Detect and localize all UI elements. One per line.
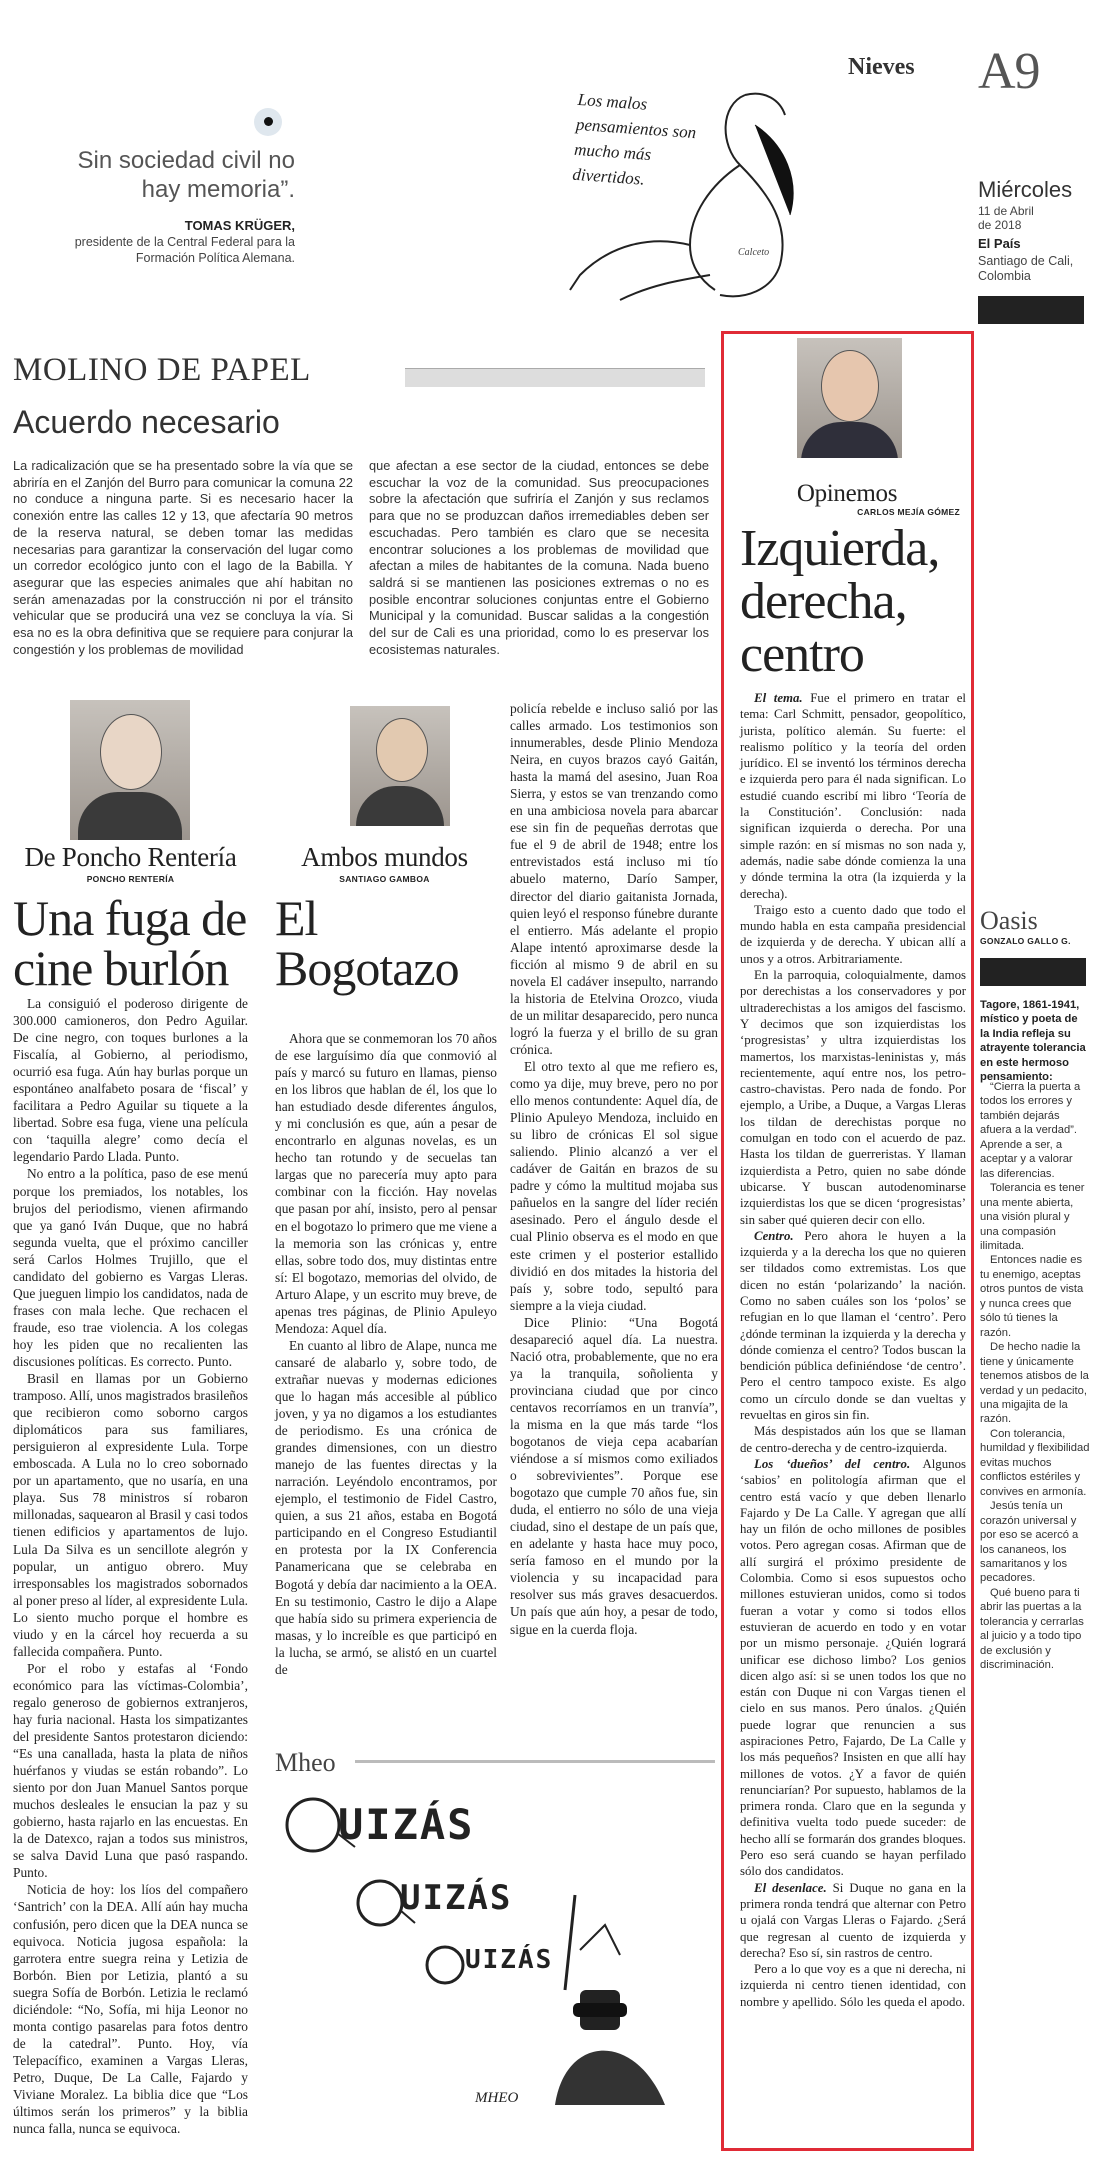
opinemos-headline-line: derecha, [740,573,907,630]
middle-paragraph: El otro texto al que me refiero es, como ya dije, muy breve, pero no por ello menos contundente: Aquel día, de Plinio Apuleyo Mendoza, incluido en su libro de crónicas El sol sigue saliendo. Plinio alcanzó a ver el cadáver de Gaitán en brazos de su padre y cómo la multitud mojaba sus pañuelos en la sangre del líder recién asesinado. Pero el ángulo desde el cual Plinio observa es el modo en que este crimen y el posterior estallido dividió en dos mitades la historia del país y, sobre todo, sepultó para siempre a la vieja ciudad. [510,1058,718,1313]
gamboa-portrait [350,706,450,826]
quote-author: TOMAS KRÜGER, [184,218,295,233]
mheo-word-1: UIZÁS [338,1800,475,1849]
opinemos-text: Algunos ‘sabios’ en politología afirman que el centro está vacío y que deben llenarlo Fajardo y De La Calle. Y agregan que allí hay un filón de ocho millones de posibles votos. Pero agregan cosas. Afirman que de allí surgirá el próximo presidente de Colombia. Como si esos supuestos ocho millones estuvieran unidos, como si todos fueran a votar y como si todos ellos estuvieran de acuerdo en todo y en votar por un mismo personaje. ¿Quién logrará unificar ese dichoso limbo? Los genios dicen algo así: si se unen todos los que no están con Duque ni con Vargas tienen el cielo en sus manos. Pero únalos. ¿Quién puede lograr que renuncien a sus aspiraciones Petro, Fajardo, De La Calle y los más pequeños? Insisten en que allí hay millones de votos. ¿Y a favor de quién renunciarían? Por supuesto, hablamos de la primera ronda. Claro que en la segunda y definitiva vuelta todo puede suceder: de hecho allí se formarán dos grandes bloques. Pero eso será cuando se hayan perfilado sólo dos candidatos. [740,1456,966,1879]
opinemos-paragraph [740,1961,966,2010]
opinemos-byline: CARLOS MEJÍA GÓMEZ [857,507,960,517]
mejia-portrait [797,338,902,458]
opinemos-lead: Los ‘dueños’ del centro. [754,1456,911,1471]
opinemos-text: Si Duque no gana en la primera ronda tendrá que alternar con Petro u ojalá con Vargas Lleras o Fajardo. ¿Será que regresan al cuento de izquierda y derecha? Eso sí, sin rastros de centro. [740,1880,966,1960]
ambos-headline: El Bogotazo [275,890,459,996]
opinemos-paragraph [740,902,966,967]
masthead-date: 11 de Abril de 2018 [978,204,1034,232]
oasis-paragraph: De hecho nadie la tiene y únicamente tenemos atisbos de la verdad y un pedacito, una migajita de la razón. [980,1341,1089,1426]
poncho-paragraph: Por el robo y estafas al ‘Fondo económico para las víctimas-Colombia’, regalo generoso de gobiernos extranjeros, hay furia nacional. Hasta los simpatizantes del presidente Santos protestaron diciendo: “Es una canallada, hasta la plata de niños huérfanos y viudas se están robando”. Lo siento por don Juan Manuel Santos porque muchos desleales le ensucian la paz y su gobierno, hasta rajarlo en las encuestas. En la de Datexco, rajan a todos sus ministros, se salva David Luna que pasó raspando. Punto. [13,1660,248,1881]
oasis-bar [980,958,1086,986]
opinemos-text: Pero ahora le huyen a la izquierda y a la derecha los que no quieren ser tildados como extremistas. Los que dicen no están ‘polarizando’ la nación. Como no saben cuáles son los ‘polos’ se refugian en lo que llaman el ‘centro’. Pero ¿dónde terminan la izquierda y la derecha y dónde comienza el centro? Todos buscan la bendición pública definiéndose ‘de centro’. Pero el centro tampoco existe. Es algo como un círculo donde se dan vueltas y revueltas en giros sin fin. [740,1228,966,1423]
masthead-city: Santiago de Cali, Colombia [978,254,1074,283]
opinemos-paragraph [740,967,966,1228]
opinemos-lead: Centro. [754,1228,794,1243]
page-number: A9 [978,43,1040,100]
oasis-paragraph: Con tolerancia, humildad y flexibilidad evitas muchos conflictos estériles y convives en armonía. [980,1427,1090,1498]
oasis-paragraph: Entonces nadie es tu enemigo, aceptas otros puntos de vista y nunca crees que sólo tú tienes la razón. [980,1254,1084,1339]
opinemos-lead: El tema. [754,691,803,705]
poncho-body [13,995,248,2137]
cartoon-caption: Los malos pensamientos son mucho más divertidos. [571,89,697,189]
mheo-section: Mheo [275,1748,336,1777]
ambos-paragraph: Ahora que se conmemoran los 70 años de ese larguísimo día que conmovió al país y marcó su futuro en llamas, pienso en los libros que hablan de él, los que lo han estudiado desde diferentes ángulos, y mi conclusión es que, aún a pesar de encontrarlo en algunas novelas, es un hecho tan rotundo y de secuelas tan largas que no parecería muy apto para combinar con la ficción. Hay novelas que pasan por ahí, insisto, pero al pensar en el bogotazo lo primero que me viene a la memoria son las crónicas y, entre ellas, sobre todo dos, muy distintas entre sí: El bogotazo, memorias del olvido, de Arturo Alape, y un escrito muy breve, de apenas tres páginas, de Plinio Apuleyo Mendoza: Aquel día. [275,1031,497,1336]
ambos-section: Ambos mundos [301,842,468,872]
middle-paragraph: Dice Plinio: “Una Bogotá desapareció aquel día. La nuestra. Nació otra, probablemente, que no era ya la tranquila, soñolienta y provinciana ciudad que por cinco centavos recorríamos en un tranvía”, la misma en la que más tarde “los bogotanos de vieja cepa acabarían viéndose a sí mismos como exiliados o sobrevivientes”. Porque ese bogotazo que cumple 70 años fue, sin duda, el entierro no sólo de una vieja ciudad, sino el destape de un país que, en adelante y hasta hace muy poco, sería famoso en el mundo por la violencia y su incapacidad para resolver sus más graves desacuerdos. Un país que aún hoy, a pesar de todo, sigue en la cuerda floja. [510,1314,718,1637]
poncho-paragraph: La consiguió el poderoso dirigente de 300.000 camioneros, don Pedro Aguilar. De cine negro, con toques burlones a la Fiscalía, al Gobierno, al periodismo, ocurrió esa fuga. Aún hay burlas porque un espontáneo analfabeto posara de ‘fiscal’ y facilitara a Pedro Aguilar su tiquete a la libertad. Sobre esa fuga, viene una película con ‘taquilla alegre’ como decía el legendario Pardo Llada. Punto. [13,996,248,1165]
oasis-section: Oasis [980,906,1038,935]
molino-rule [405,368,705,387]
mheo-signature: MHEO [475,2090,519,2106]
quote-role: presidente de la Central Federal para la Formación Política Alemana. [74,235,295,265]
mheo-word-3: UIZÁS [465,1945,554,1975]
poncho-portrait [70,700,190,840]
section-name: Nieves [848,54,915,80]
opinemos-text: Fue el primero en tratar el tema: Carl Schmitt, pensador, geopolítico, jurista, político alemán. Su fuerte: el realismo político y la teoría del orden jurídico. El se inventó los términos derecha e izquierda pero para él nada significan. Lo estudié cuando escribí mi libro ‘Teoría de la Constitución’. Conclusión: nada significan izquierda o derecha. Por una simple razón: en sí mismas no son nada y, además, nadie sabe dónde comienza la una y dónde termina la otra (la izquierda y la derecha). [740,691,966,901]
masthead-newspaper: El País [978,236,1021,251]
molino-section: MOLINO DE PAPEL [13,352,311,388]
poncho-byline: PONCHO RENTERÍA [86,874,175,884]
opinemos-text: Traigo esto a cuento dado que todo el mundo habla en esta campaña presidencial de izquierda y de derecha. Y ubican allí a unos y a otros. Arbitrariamente. [740,902,966,966]
opinemos-headline-line: centro [740,626,864,683]
opinemos-paragraph [740,1456,966,1880]
oasis-paragraph: Tolerancia es tener una mente abierta, una visión plural y una compasión ilimitada. [980,1182,1085,1252]
oasis-paragraph: Qué bueno para ti abrir las puertas a la tolerancia y cerrarlas al juicio y a todo tipo de exclusión y discriminación. [980,1586,1084,1672]
masthead-bar [978,296,1084,324]
oasis-lead: Tagore, 1861-1941, místico y poeta de la India refleja su atrayente tolerancia en este hermoso pensamiento: [980,999,1086,1084]
opinemos-paragraph [740,1228,966,1424]
opinemos-paragraph [740,690,966,902]
oasis-paragraph: Jesús tenía un corazón universal y por eso se acercó a los cananeos, los samaritanos y los pecadores. [980,1500,1079,1585]
ambos-paragraph: En cuanto al libro de Alape, nunca me cansaré de alabarlo y, sobre todo, de extrañar nuevas y modernas ediciones que lo hagan más accesible al público joven, y ya no digamos a los estudiantes de periodismo. Es una crónica de grandes dimensiones, con un diestro manejo de las fuentes directas y la narración. Leyéndolo encontramos, por ejemplo, el testimonio de Fidel Castro, quien, a sus 21 años, estaba en Bogotá participando en el Congreso Estudiantil en protesta por la IX Conferencia Panamericana que se celebraba en Bogotá y debía dar nacimiento a la OEA. En su testimonio, Castro le dijo a Alape que había sido su primera experiencia de masas, y lo increíble es que participó en la lucha, se armó, se alistó en un cuartel de [275,1337,497,1677]
masthead-day: Miércoles [978,177,1073,202]
mheo-rule [355,1760,715,1763]
poncho-section: De Poncho Rentería [24,842,237,872]
oasis-body [980,1080,1090,1673]
ambos-body [275,1030,497,1678]
opinemos-lead: El desenlace. [754,1880,827,1895]
opinemos-section: Opinemos [796,480,898,507]
opinemos-headline-line: Izquierda, [740,520,940,577]
opinemos-paragraph [740,1880,966,1961]
opinemos-paragraph [740,1423,966,1456]
molino-title: Acuerdo necesario [13,404,280,440]
poncho-paragraph: Noticia de hoy: los líos del compañero ‘Santrich’ con la DEA. Allí aún hay mucha confusión, pero dicen que la DEA nunca se equivoca. Noticia jugosa española: la garrotera entre suegra reina y Letizia de Borbón. Bien por Letizia, plantó a su suegra Sofía de Borbón. Letizia le reclamó diciéndole: “No, Sofía, mi hija Leonor no monta contigo pasarelas para fotos dentro de la catedral”. Punto. Hoy, vía Telepacífico, examinen a Vargas Lleras, Petro, Duque, De La Calle, Fajardo y Viviane Moralez. La biblia dice que “Los últimos serán los primeros” y la biblia nunca falla, nunca se equivoca. [13,1882,248,2137]
opinemos-text: En la parroquia, coloquialmente, damos por derechistas a los conservadores y por ultraderechistas a los amigos del fascismo. Y decimos que son izquierdistas los ‘progresistas’ y ultra izquierdistas los mamertos, los marxistas-leninistas y, más recientemente, aquí entre nos, los petro-castro-chavistas. Pero nada de fondo. Por ejemplo, a Uribe, a Duque, a Vargas Lleras los tildan de derechistas porque no comulgan en todo con el acuerdo de paz. Hasta los tildan de guerreristas. Y llaman izquierdista a Petro, quien no sabe dónde ubicarse. Y buscan autodenominarse izquierdistas los que se dicen ‘progresistas’ sin saber qué quieren decir con ello. [740,968,966,1227]
cartoon-signature: Calceto [738,247,770,258]
oasis-byline: GONZALO GALLO G. [980,936,1071,946]
opinemos-headline [740,522,970,681]
molino-col1: La radicalización que se ha presentado sobre la vía que se abriría en el Zanjón del Burro para comunicar la comuna 22 no conduce a ninguna parte. Si es necesario hacer la conexión entre las calles 12 y 13, que afectaría 90 metros de la reserva natural, se deben tomar las medidas necesarias para garantizar la conservación del lugar como un corredor ecológico junto con el lago de la Babilla. Y asegurar que las especies animales que ahí habitan no serán amenazadas por la construcción ni por el tránsito vehicular que se producirá una vez se concluya la vía. Si esa no es la obra definitiva que se requiere para conjurar la congestión y los problemas de movilidad [13,458,353,657]
opinemos-text: Pero a lo que voy es a que ni derecha, ni izquierda ni centro tienen identidad, con nombre y apellido. Sólo les queda el apodo. [740,1962,966,2009]
middle-paragraph: policía rebelde e incluso salió por las calles armado. Los testimonios son innumerables, desde Plinio Mendoza Neira, en cuyos brazos cayó Gaitán, hasta la mamá del asesino, Juan Roa Sierra, y estos se van trenzando como en una ambiciosa novela para abarcar ese sin fin de pequeñas derrotas que fue el 9 de abril de 1948; entre los entrevistados está incluso mi tío abuelo materno, Darío Samper, director del diario gaitanista Jornada, quien leyó el responso fúnebre durante el entierro. Más adelante el propio Alape intentó aproximarse desde la ficción al mismo 9 de abril en su novela El cadáver insepulto, narrando la historia de Etelvina Orozco, viuda de un militar desaparecido, pero nunca logró la fuerza y el brillo de su gran crónica. [510,701,718,1057]
ambos-byline: SANTIAGO GAMBOA [339,874,430,884]
opinemos-text: Más despistados aún los que se llaman de centro-derecha y de centro-izquierda. [740,1424,966,1455]
quote-text: Sin sociedad civil no hay memoria”. [77,147,295,203]
poncho-headline: Una fuga de cine burlón [13,890,247,996]
poncho-paragraph: Brasil en llamas por un Gobierno tramposo. Allí, unos magistrados brasileños que recibieron como soborno cargos diplomáticos para sus familiares, persiguieron al expresidente Lula. Torpe emboscada. A Lula no lo creo sobornado por un apartamento, que no usaría, en una playa. Sus 78 ministros sí robaron millonadas, saquearon al Brasil y casi todos tienen edificios y apartamentos de lujo. Lula Da Silva es un sencillote alegrón y popular, un antiguo obrero. Muy irresponsables los magistrados sobornados al poner preso al líder, al expresidente Lula. Lo siento mucho porque el hombre es viudo y en la cárcel hoy recuerda a su fallecida compañera. Punto. [13,1371,248,1659]
poncho-paragraph: No entro a la política, paso de ese menú porque los premiados, los notables, los brujos del periodismo, vienen afirmando que ya ganó Iván Duque, que no habrá segunda vuelta, que el próximo canciller será Carlos Holmes Trujillo, que el candidato del gobierno es Vargas Lleras. Que jueguen limpio los candidatos, nada de frases con mala leche. Que rechacen el fraude, eso trae violencia. A los colegas hoy les piden que no recalienten las discusiones políticas. Es correcto. Punto. [13,1166,248,1369]
middle-body [510,700,718,1638]
mheo-word-2: UIZÁS [400,1878,513,1918]
quote-icon [254,108,282,136]
molino-col2: que afectan a ese sector de la ciudad, entonces se debe escuchar la voz de la comunidad. Sus preocupaciones sobre la afectación que sufriría el Zanjón y sus reclamos para que no se produzcan daños irremediables deben ser escuchadas. Pero también es claro que se necesita encontrar soluciones a los problemas de movilidad que afectan a miles de habitantes de la comuna. Nada bueno saldrá si se mantienen las posiciones extremas o no es posible encontrar soluciones conjuntas entre el Gobierno Municipal y la comunidad. Buscar salidas a la congestión del sur de Cali es una prioridad, como lo es preservar los ecosistemas naturales. [369,458,709,657]
opinemos-body [740,690,966,2010]
oasis-paragraph: “Cierra la puerta a todos los errores y también dejarás afuera a la verdad”. Aprende a ser, a aceptar y a valorar las diferencias. [980,1081,1081,1180]
